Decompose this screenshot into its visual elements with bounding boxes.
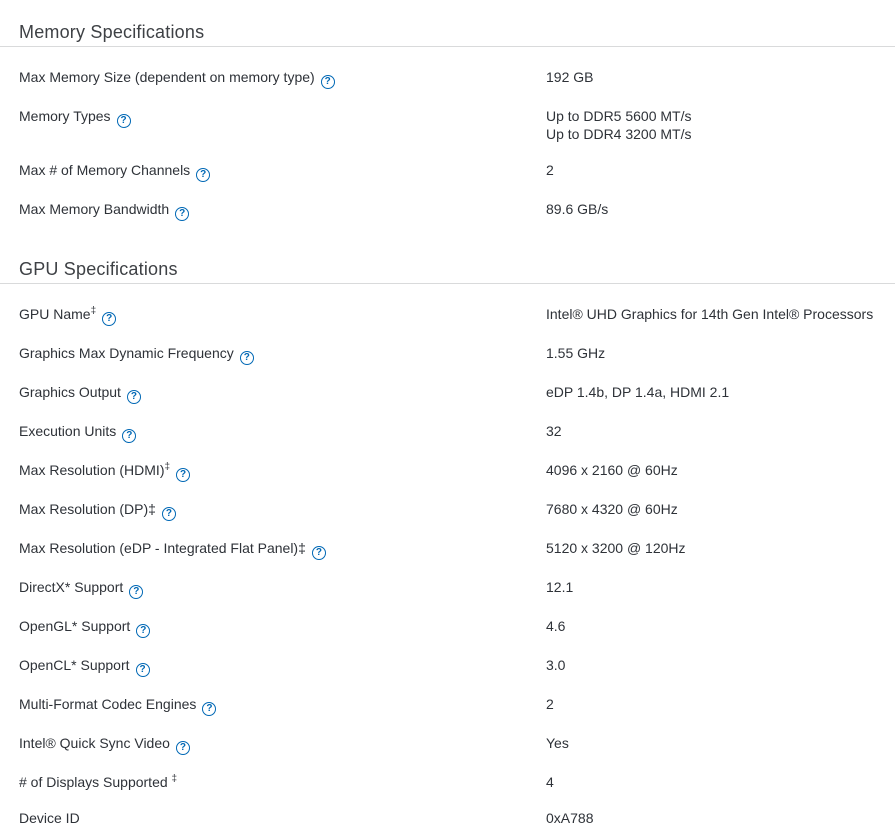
spec-row [19,686,875,725]
spec-row [19,335,875,374]
spec-value [546,107,875,143]
spec-label: Graphics Max Dynamic Frequency ? [19,344,546,365]
spec-label: Memory Types ? [19,107,546,128]
spec-value-line: 4 [546,774,554,790]
spec-value [546,539,875,557]
spec-label: OpenGL* Support ? [19,617,546,638]
help-question-icon[interactable]: ? [176,468,190,482]
spec-value [546,656,875,674]
help-question-icon[interactable]: ? [129,585,143,599]
spec-label: Execution Units ? [19,422,546,443]
spec-value-line: 12.1 [546,579,574,595]
spec-value [546,200,875,218]
spec-value [546,383,875,401]
spec-label: Max Resolution (HDMI)‡? [19,461,546,482]
spec-value-line: 2 [546,696,554,712]
spec-value [546,578,875,596]
spec-label: GPU Name‡? [19,305,546,326]
gpu-specifications-section [0,258,895,836]
spec-row [19,647,875,686]
spec-value-line: eDP 1.4b, DP 1.4a, HDMI 2.1 [546,384,730,400]
spec-label: OpenCL* Support ? [19,656,546,677]
spec-label: Max Memory Size (dependent on memory type) ? [19,68,546,89]
spec-value [546,617,875,635]
help-question-icon[interactable]: ? [321,75,335,89]
spec-value [546,734,875,752]
gpu-spec-rows [0,284,895,836]
help-question-icon[interactable]: ? [196,168,210,182]
spec-value-line: 0xA788 [546,810,594,826]
help-question-icon[interactable]: ? [240,351,254,365]
spec-value-line: 5120 x 3200 @ 120Hz [546,540,686,556]
help-question-icon[interactable]: ? [117,114,131,128]
spec-row [19,413,875,452]
spec-row [19,800,875,836]
spec-value [546,809,875,827]
spec-value-line: 4096 x 2160 @ 60Hz [546,462,678,478]
spec-value [546,305,875,323]
spec-value-line: Up to DDR5 5600 MT/s [546,108,692,124]
spec-label: Max Resolution (DP)‡ ? [19,500,546,521]
gpu-specifications-title: GPU Specifications [19,259,178,279]
spec-value [546,773,875,791]
footnote-dagger: ‡ [90,305,97,317]
spec-value [546,500,875,518]
spec-row [19,98,875,152]
spec-value-line: 7680 x 4320 @ 60Hz [546,501,678,517]
footnote-dagger: ‡ [171,773,178,785]
spec-label: # of Displays Supported ‡ [19,773,178,790]
spec-row [19,296,875,335]
spec-value-line: 3.0 [546,657,566,673]
spec-row [19,530,875,569]
spec-value [546,161,875,179]
spec-value [546,422,875,440]
spec-label: Max # of Memory Channels ? [19,161,546,182]
spec-label: DirectX* Support ? [19,578,546,599]
spec-value-line: Up to DDR4 3200 MT/s [546,126,692,142]
spec-label: Max Memory Bandwidth ? [19,200,546,221]
spec-row [19,608,875,647]
spec-value-line: 192 GB [546,69,594,85]
spec-value-line: Intel® UHD Graphics for 14th Gen Intel® Processors [546,306,874,322]
spec-row [19,764,875,800]
spec-value-line: 32 [546,423,562,439]
help-question-icon[interactable]: ? [136,624,150,638]
help-question-icon[interactable]: ? [102,312,116,326]
footnote-dagger: ‡ [164,461,171,473]
spec-row [19,452,875,491]
help-question-icon[interactable]: ? [202,702,216,716]
spec-label: Intel® Quick Sync Video ? [19,734,546,755]
help-question-icon[interactable]: ? [162,507,176,521]
help-question-icon[interactable]: ? [136,663,150,677]
spec-value [546,461,875,479]
spec-row [19,725,875,764]
memory-specifications-title: Memory Specifications [19,22,205,42]
help-question-icon[interactable]: ? [175,207,189,221]
spec-label: Max Resolution (eDP - Integrated Flat Panel)‡ ? [19,539,546,560]
help-question-icon[interactable]: ? [127,390,141,404]
spec-row [19,191,875,230]
spec-label: Graphics Output ? [19,383,546,404]
spec-row [19,59,875,98]
help-question-icon[interactable]: ? [122,429,136,443]
memory-specifications-section [0,21,895,230]
spec-value [546,68,875,86]
spec-label: Device ID [19,810,80,826]
spec-row [19,569,875,608]
spec-label: Multi-Format Codec Engines ? [19,695,546,716]
spec-value-line: 2 [546,162,554,178]
help-question-icon[interactable]: ? [176,741,190,755]
spec-value [546,344,875,362]
spec-value [546,695,875,713]
spec-row [19,152,875,191]
spec-row [19,491,875,530]
spec-row [19,374,875,413]
spec-value-line: Yes [546,735,569,751]
spec-value-line: 1.55 GHz [546,345,606,361]
spec-value-line: 4.6 [546,618,566,634]
spec-value-line: 89.6 GB/s [546,201,609,217]
memory-spec-rows [0,47,895,230]
help-question-icon[interactable]: ? [312,546,326,560]
